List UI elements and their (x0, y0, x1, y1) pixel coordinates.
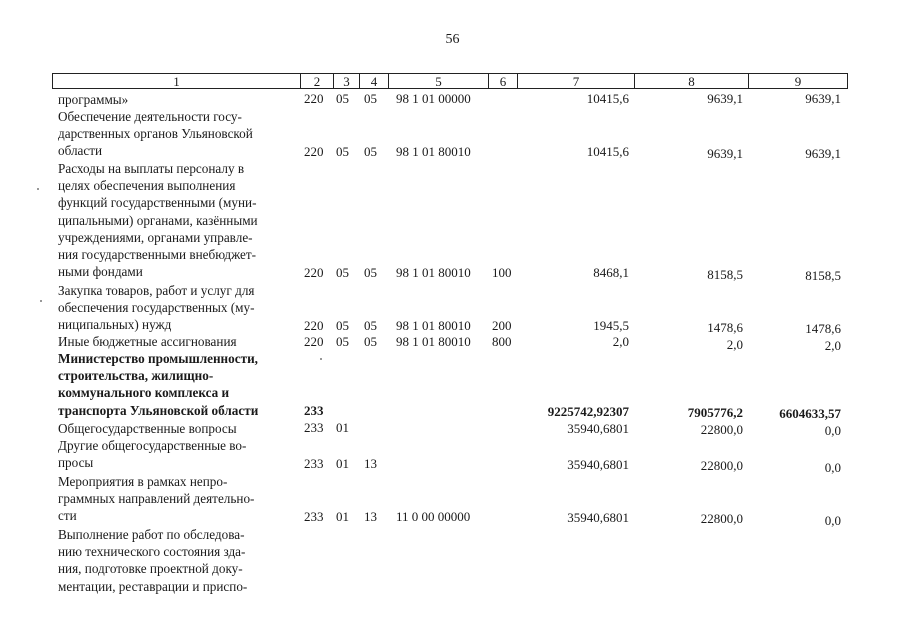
header-col-2: 2 (300, 73, 334, 89)
cell-amount-year3: 8158,5 (805, 268, 841, 283)
cell-section: 05 (336, 265, 349, 280)
cell-section: 01 (336, 456, 349, 471)
cell-target-article: 98 1 01 80010 (396, 144, 471, 159)
cell-section: 05 (336, 91, 349, 106)
cell-section: 05 (336, 318, 349, 333)
header-col-8: 8 (634, 73, 749, 89)
cell-ministry-code: 220 (304, 334, 324, 349)
row-description: программы» (58, 92, 129, 107)
header-col-3: 3 (333, 73, 360, 89)
cell-ministry-code: 233 (304, 456, 324, 471)
row-description: Другие общегосударственные во- просы (58, 438, 247, 471)
cell-expense-type: 200 (492, 318, 512, 333)
cell-target-article: 98 1 01 80010 (396, 265, 471, 280)
page-number: 56 (445, 32, 460, 47)
row-description: Закупка товаров, работ и услуг для обеспечения государственных (му- ниципальных) нужд (58, 283, 255, 333)
cell-ministry-code: 220 (304, 91, 324, 106)
cell-amount-year2: 2,0 (726, 337, 743, 352)
cell-amount-year1: 8468,1 (593, 265, 629, 280)
cell-target-article: 98 1 01 80010 (396, 334, 471, 349)
cell-amount-year3: 0,0 (824, 513, 841, 528)
cell-amount-year1: 9225742,92307 (547, 404, 629, 419)
row-description: Иные бюджетные ассигнования (58, 334, 237, 349)
cell-amount-year3: 0,0 (824, 423, 841, 438)
cell-amount-year3: 9639,1 (805, 91, 841, 106)
cell-ministry-code: 220 (304, 144, 324, 159)
cell-expense-type: 800 (492, 334, 512, 349)
cell-section: 01 (336, 509, 349, 524)
cell-amount-year1: 35940,6801 (567, 421, 629, 436)
cell-ministry-code: 220 (304, 265, 324, 280)
cell-amount-year3: 0,0 (824, 460, 841, 475)
row-description: Мероприятия в рамках непро- граммных направлений деятельно- сти (58, 474, 255, 524)
cell-ministry-code: 233 (304, 403, 324, 418)
cell-amount-year1: 35940,6801 (567, 457, 629, 472)
cell-target-article: 98 1 01 80010 (396, 318, 471, 333)
cell-amount-year1: 2,0 (612, 334, 629, 349)
cell-target-article: 98 1 01 00000 (396, 91, 471, 106)
scan-speck (40, 300, 42, 302)
header-col-9: 9 (748, 73, 848, 89)
cell-subsection: 05 (364, 144, 377, 159)
header-col-1: 1 (52, 73, 301, 89)
cell-amount-year3: 1478,6 (805, 321, 841, 336)
cell-amount-year2: 22800,0 (700, 458, 743, 473)
cell-amount-year2: 22800,0 (700, 511, 743, 526)
cell-subsection: 05 (364, 318, 377, 333)
cell-amount-year1: 10415,6 (586, 91, 629, 106)
cell-subsection: 05 (364, 265, 377, 280)
cell-amount-year2: 22800,0 (700, 422, 743, 437)
cell-expense-type: 100 (492, 265, 512, 280)
cell-amount-year2: 1478,6 (707, 320, 743, 335)
cell-amount-year1: 10415,6 (586, 144, 629, 159)
cell-ministry-code: 233 (304, 509, 324, 524)
header-col-4: 4 (359, 73, 389, 89)
cell-amount-year3: 9639,1 (805, 146, 841, 161)
cell-amount-year1: 35940,6801 (567, 510, 629, 525)
cell-amount-year3: 6604633,57 (779, 406, 841, 421)
scan-speck (37, 188, 39, 190)
cell-amount-year3: 2,0 (824, 338, 841, 353)
header-col-7: 7 (517, 73, 635, 89)
cell-section: 05 (336, 144, 349, 159)
cell-amount-year2: 7905776,2 (687, 405, 743, 420)
cell-ministry-code: 233 (304, 420, 324, 435)
scan-speck (320, 358, 322, 360)
cell-amount-year2: 9639,1 (707, 91, 743, 106)
row-description: Министерство промышленности, строительства, жилищно- коммунального комплекса и транспорта Ульяновской области (58, 351, 259, 418)
cell-subsection: 13 (364, 456, 377, 471)
cell-amount-year2: 9639,1 (707, 146, 743, 161)
row-description: Выполнение работ по обследова- нию технического состояния зда- ния, подготовке проектной доку- ментации, реставрации и приспо- (58, 527, 248, 594)
header-col-5: 5 (388, 73, 489, 89)
row-description: Расходы на выплаты персоналу в целях обеспечения выполнения функций государственными (муни- ципальными) органами, казёнными учреждениями, органами управле- ния государственными внебюджет- ными фондами (58, 161, 258, 280)
cell-ministry-code: 220 (304, 318, 324, 333)
cell-section: 01 (336, 420, 349, 435)
cell-subsection: 13 (364, 509, 377, 524)
cell-subsection: 05 (364, 91, 377, 106)
cell-section: 05 (336, 334, 349, 349)
row-description: Обеспечение деятельности госу- дарственных органов Ульяновской области (58, 109, 253, 159)
cell-amount-year2: 8158,5 (707, 267, 743, 282)
header-col-6: 6 (488, 73, 518, 89)
cell-target-article: 11 0 00 00000 (396, 509, 471, 524)
row-description: Общегосударственные вопросы (58, 421, 237, 436)
cell-amount-year1: 1945,5 (593, 318, 629, 333)
cell-subsection: 05 (364, 334, 377, 349)
